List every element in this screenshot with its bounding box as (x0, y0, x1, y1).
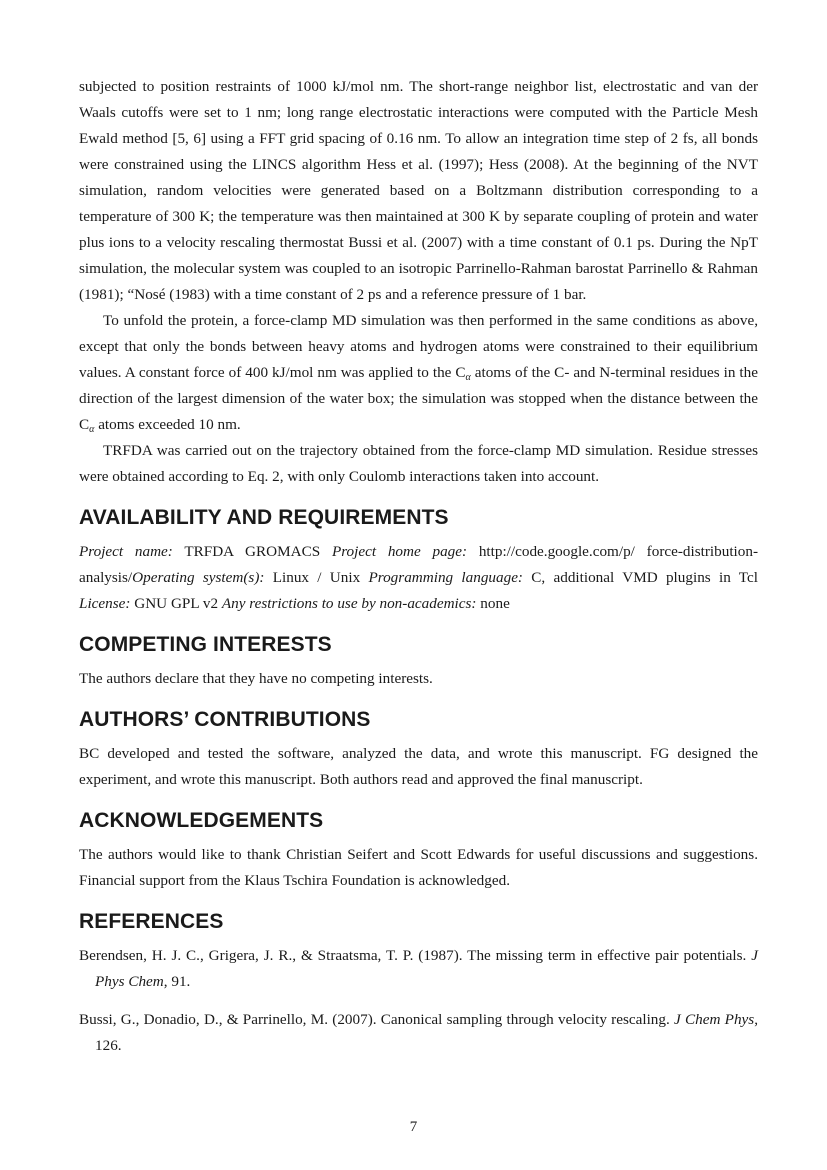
license-label: License: (79, 595, 131, 612)
language-value: C, additional VMD plugins in Tcl (523, 569, 758, 586)
restrictions-value: none (476, 595, 510, 612)
availability-heading: AVAILABILITY AND REQUIREMENTS (79, 506, 449, 529)
references-heading: REFERENCES (79, 910, 224, 933)
reference-item (79, 1007, 758, 1059)
reference-list (79, 943, 758, 1059)
reference-volume: , 126. (95, 1011, 758, 1054)
language-label: Programming language: (368, 569, 523, 586)
competing-interests-heading: COMPETING INTERESTS (79, 633, 332, 656)
reference-journal: J Chem Phys (674, 1011, 755, 1028)
home-page-value: http://code.google.com/p/ force-distribution-analysis/ (79, 543, 759, 586)
methods-paragraph-2-text-a: To unfold the protein, a force-clamp MD simulation was then performed in the same conditions as above, except that only the bonds between heavy atoms and hydrogen atoms were constrained to their equilibrium values. A constant force of 400 kJ/mol nm was applied to the C (79, 312, 758, 381)
project-name-value: TRFDA GROMACS (172, 543, 332, 560)
reference-text: Berendsen, H. J. C., Grigera, J. R., & Straatsma, T. P. (1987). The missing term in effective pair potentials. (79, 947, 752, 964)
competing-interests-text: The authors declare that they have no competing interests. (79, 670, 433, 687)
acknowledgements-heading: ACKNOWLEDGEMENTS (79, 809, 324, 832)
page-number: 7 (409, 1119, 418, 1135)
reference-item (79, 943, 758, 995)
restrictions-label: Any restrictions to use by non-academics: (221, 595, 477, 612)
reference-text: Bussi, G., Donadio, D., & Parrinello, M. (2007). Canonical sampling through velocity rescaling. (79, 1011, 675, 1028)
paper-page (79, 74, 758, 1071)
reference-journal: J Phys Chem (95, 947, 758, 990)
contributions-heading: AUTHORS’ CONTRIBUTIONS (79, 708, 371, 731)
alpha-subscript: α (89, 424, 95, 435)
contributions-text: BC developed and tested the software, analyzed the data, and wrote this manuscript. FG designed the experiment, and wrote this manuscript. Both authors read and approved the final manuscript. (79, 745, 758, 788)
home-page-label: Project home page: (331, 543, 468, 560)
reference-volume: , 91. (163, 973, 191, 990)
os-value: Linux / Unix (264, 569, 369, 586)
methods-paragraph-2-text-b: atoms of the C- and N-terminal residues in the direction of the largest dimension of the water box; the simulation was stopped when the distance between the C (79, 364, 758, 433)
methods-paragraph-2-text-c: atoms exceeded 10 nm. (94, 416, 241, 433)
acknowledgements-text: The authors would like to thank Christian Seifert and Scott Edwards for useful discussions and suggestions. Financial support from the Klaus Tschira Foundation is acknowledged. (79, 846, 758, 889)
project-name-label: Project name: (79, 543, 173, 560)
availability-paragraph (79, 539, 758, 617)
os-label: Operating system(s): (132, 569, 265, 586)
alpha-subscript: α (465, 372, 471, 383)
license-value: GNU GPL v2 (130, 595, 222, 612)
methods-paragraph-3: TRFDA was carried out on the trajectory obtained from the force-clamp MD simulation. Residue stresses were obtained according to Eq. 2, with only Coulomb interactions taken into account. (79, 442, 758, 485)
methods-paragraph-1: subjected to position restraints of 1000 kJ/mol nm. The short-range neighbor list, electrostatic and van der Waals cutoffs were set to 1 nm; long range electrostatic interactions were computed with the Particle Mesh Ewald method [5, 6] using a FFT grid spacing of 0.16 nm. To allow an integration time step of 2 fs, all bonds were constrained using the LINCS algorithm Hess et al. (1997); Hess (2008). At the beginning of the NVT simulation, random velocities were generated based on a Boltzmann distribution corresponding to a temperature of 300 K; the temperature was then maintained at 300 K by separate coupling of protein and water plus ions to a velocity rescaling thermostat Bussi et al. (2007) with a time constant of 0.1 ps. During the NpT simulation, the molecular system was coupled to an isotropic Parrinello-Rahman barostat Parrinello & Rahman (1981); “Nosé (1983) with a time constant of 2 ps and a reference pressure of 1 bar. (79, 78, 758, 303)
methods-paragraph-2 (79, 308, 758, 438)
